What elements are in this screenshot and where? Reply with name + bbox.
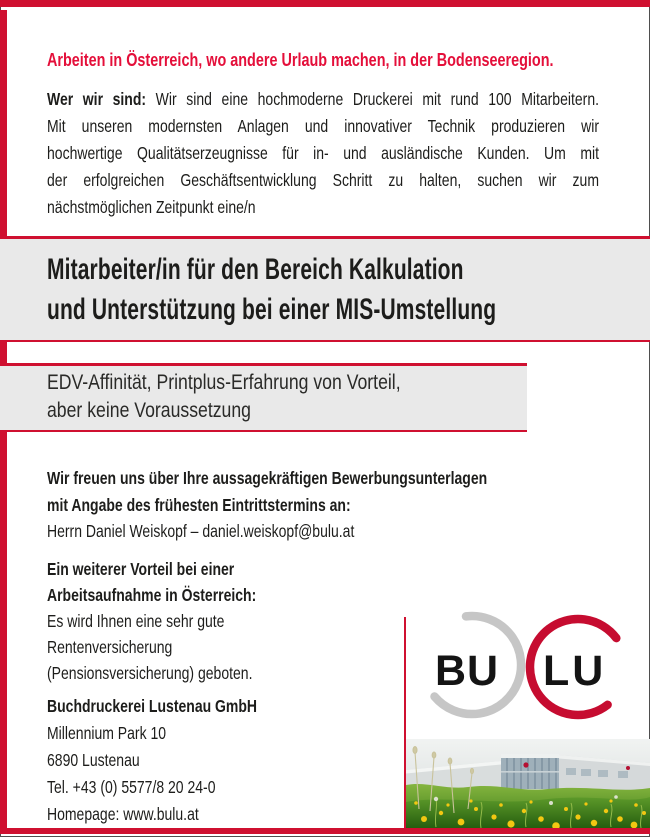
application-line-2: mit Angabe des frühesten Eintrittstermins an:	[47, 494, 351, 515]
top-accent-bar	[0, 0, 650, 7]
intro-line-4: der erfolgreichen Geschäftsentwicklung Schritt zu halten, suchen wir zum	[47, 170, 599, 190]
job-title-line-1: Mitarbeiter/in für den Bereich Kalkulation	[47, 253, 464, 286]
intro-line-5: nächstmöglichen Zeitpunkt eine/n	[47, 197, 256, 217]
benefit-line-3: Es wird Ihnen eine sehr gute	[47, 611, 225, 631]
company-address-block	[47, 693, 257, 828]
intro-line-2: Mit unseren modernsten Anlagen und innovativer Technik produzieren wir	[47, 116, 599, 136]
facility-photo	[406, 739, 650, 829]
bottom-accent-bar	[0, 828, 650, 834]
intro-paragraph	[47, 86, 599, 221]
intro-line-1-rest: Wir sind eine hochmoderne Druckerei mit rund 100 Mitarbeitern.	[146, 89, 599, 109]
benefit-line-4: Rentenversicherung	[47, 637, 173, 657]
intro-lead: Wer wir sind:	[47, 89, 147, 109]
building-logo-dot	[523, 762, 528, 767]
highlight-text	[47, 369, 401, 424]
company-homepage[interactable]: Homepage: www.bulu.at	[47, 804, 199, 824]
application-block	[47, 465, 487, 545]
logo-text-bu: BU	[435, 647, 500, 695]
benefit-block	[47, 556, 256, 686]
benefit-line-2: Arbeitsaufnahme in Österreich:	[47, 585, 257, 605]
highlight-line-1: EDV-Affinität, Printplus-Erfahrung von Vorteil,	[47, 371, 401, 394]
company-city: 6890 Lustenau	[47, 750, 140, 770]
intro-line-1	[47, 86, 599, 113]
highlight-band-rule-bottom	[0, 430, 527, 433]
title-band-rule-bottom	[0, 340, 650, 343]
tagline: Arbeiten in Österreich, wo andere Urlaub machen, in der Bodenseeregion.	[47, 50, 554, 70]
contact-email-line[interactable]: Herrn Daniel Weiskopf – daniel.weiskopf@bulu.at	[47, 521, 355, 541]
company-name: Buchdruckerei Lustenau GmbH	[47, 696, 258, 716]
job-title	[47, 250, 496, 330]
job-title-line-2: und Unterstützung bei einer MIS-Umstellung	[47, 293, 497, 326]
company-phone: Tel. +43 (0) 5577/8 20 24-0	[47, 777, 216, 797]
benefit-line-1: Ein weiterer Vorteil bei einer	[47, 559, 235, 579]
intro-line-3: hochwertige Qualitätserzeugnisse für in- und ausländische Kunden. Um mit	[47, 143, 599, 163]
benefit-line-5: (Pensionsversicherung) geboten.	[47, 663, 253, 683]
application-line-1: Wir freuen uns über Ihre aussagekräftigen Bewerbungsunterlagen	[47, 468, 488, 488]
highlight-line-2: aber keine Voraussetzung	[47, 398, 251, 422]
company-street: Millennium Park 10	[47, 723, 167, 743]
logo-text-lu: LU	[543, 647, 607, 695]
